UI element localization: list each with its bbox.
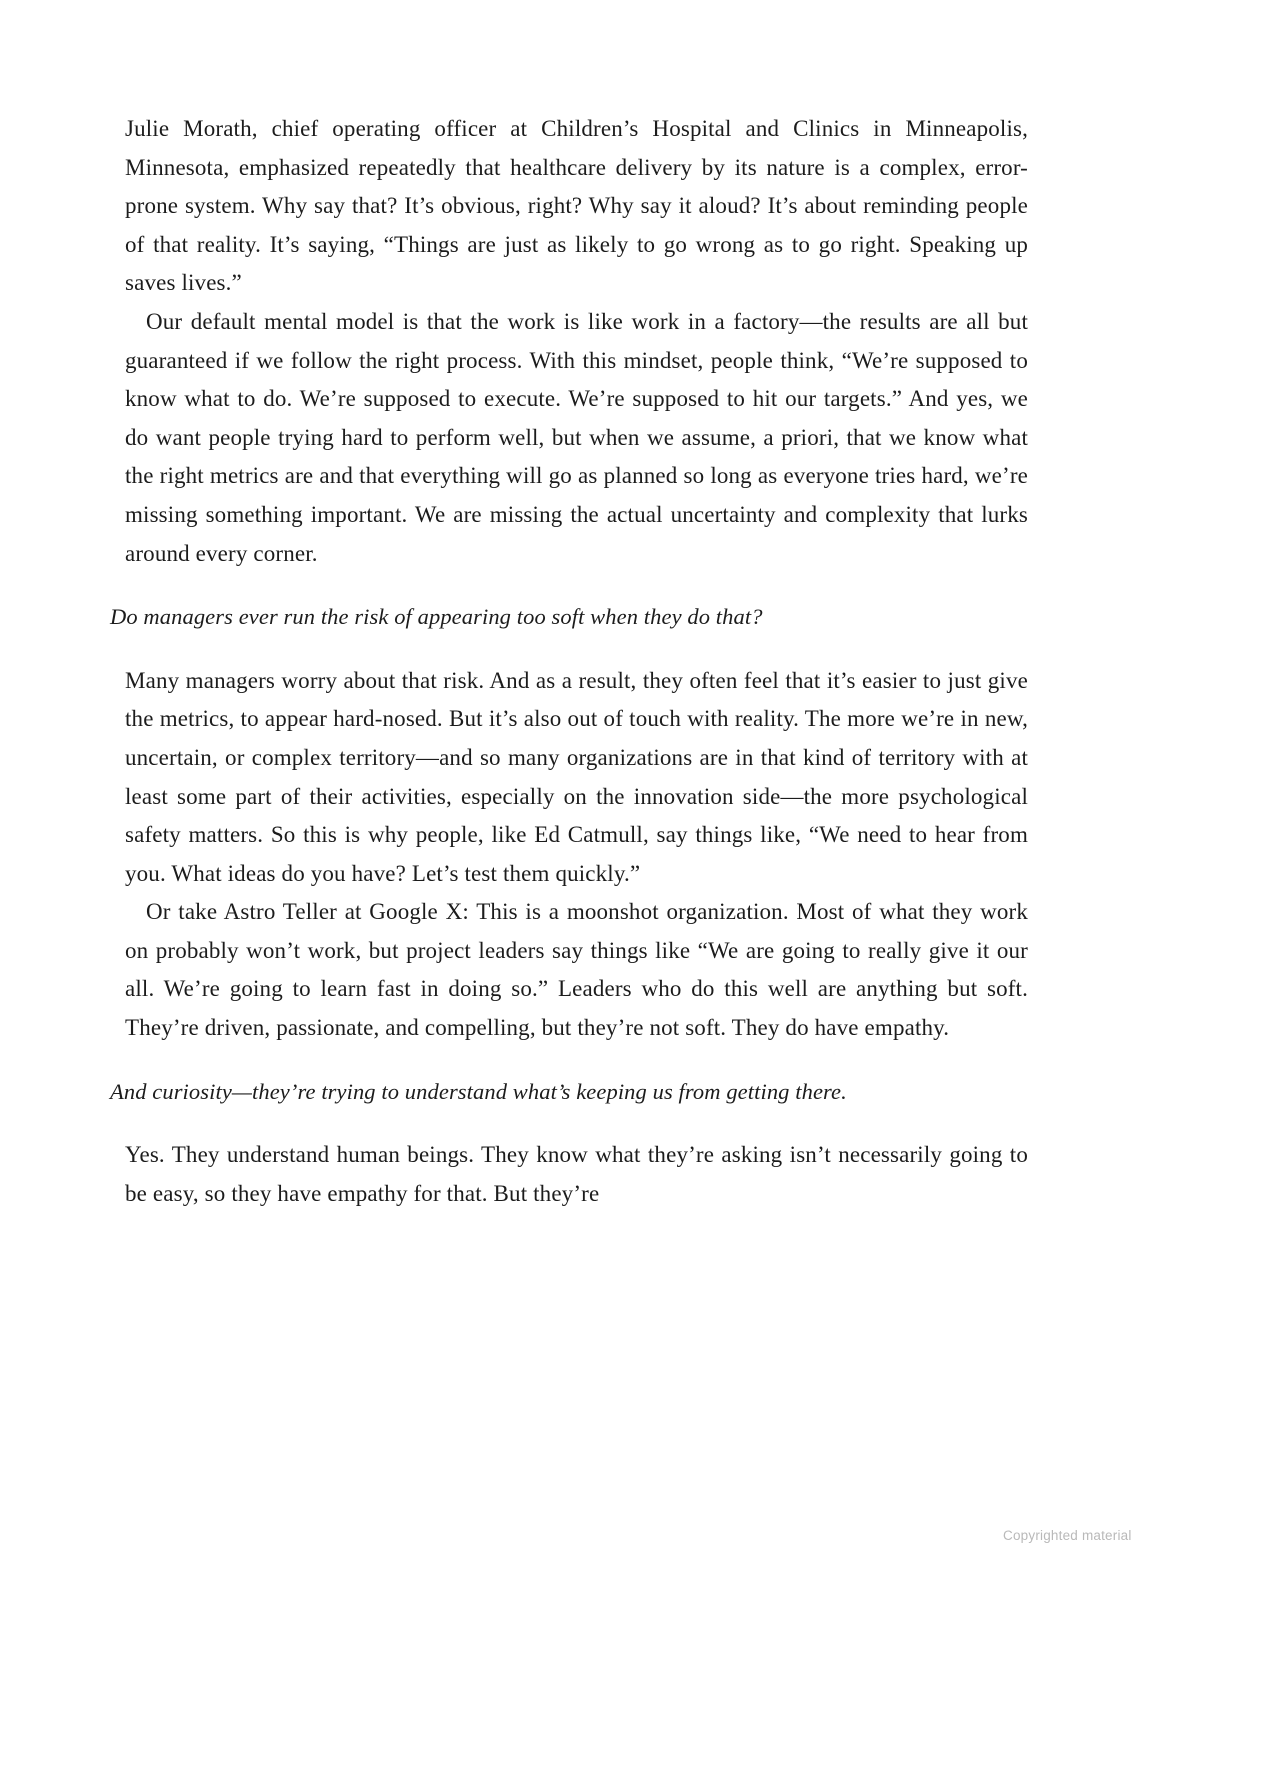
paragraph-yes-empathy: Yes. They understand human beings. They know what they’re asking isn’t necessarily going to be easy, so they have empathy for that. But they’re [125,1142,1028,1206]
interview-question-too-soft: Do managers ever run the risk of appearing too soft when they do that? [110,604,763,630]
paragraph-julie-morath: Julie Morath, chief operating officer at Children’s Hospital and Clinics in Minneapolis, Minnesota, emphasized repeatedly that healthcare delivery by its nature is a complex, error-prone system. Why say that? It’s obvious, right? Why say it aloud? It’s about reminding people of that reality. It’s saying, “Things are just as likely to go wrong as to go right. Speaking up saves lives.” [125,116,1028,296]
interview-question-curiosity: And curiosity—they’re trying to understand what’s keeping us from getting there. [110,1078,847,1104]
page-text-block [110,110,1028,1213]
paragraph-astro-teller: Or take Astro Teller at Google X: This is a moonshot organization. Most of what they work on probably won’t work, but project leaders say things like “We are going to really give it our all. We’re going to learn fast in doing so.” Leaders who do this well are anything but soft. They’re driven, passionate, and compelling, but they’re not soft. They do have empathy. [125,899,1028,1041]
copyright-watermark: Copyrighted material [1003,1528,1132,1543]
paragraph-many-managers: Many managers worry about that risk. And as a result, they often feel that it’s easier to just give the metrics, to appear hard-nosed. But it’s also out of touch with reality. The more we’re in new, uncertain, or complex territory—and so many organizations are in that kind of territory with at least some part of their activities, especially on the innovation side—the more psychological safety matters. So this is why people, like Ed Catmull, say things like, “We need to hear from you. What ideas do you have? Let’s test them quickly.” [125,667,1028,886]
paragraph-default-mental-model: Our default mental model is that the work is like work in a factory—the results are all but guaranteed if we follow the right process. With this mindset, people think, “We’re supposed to know what to do. We’re supposed to execute. We’re supposed to hit our targets.” And yes, we do want people trying hard to perform well, but when we assume, a priori, that we know what the right metrics are and that everything will go as planned so long as everyone tries hard, we’re missing something important. We are missing the actual uncertainty and complexity that lurks around every corner. [125,308,1028,566]
